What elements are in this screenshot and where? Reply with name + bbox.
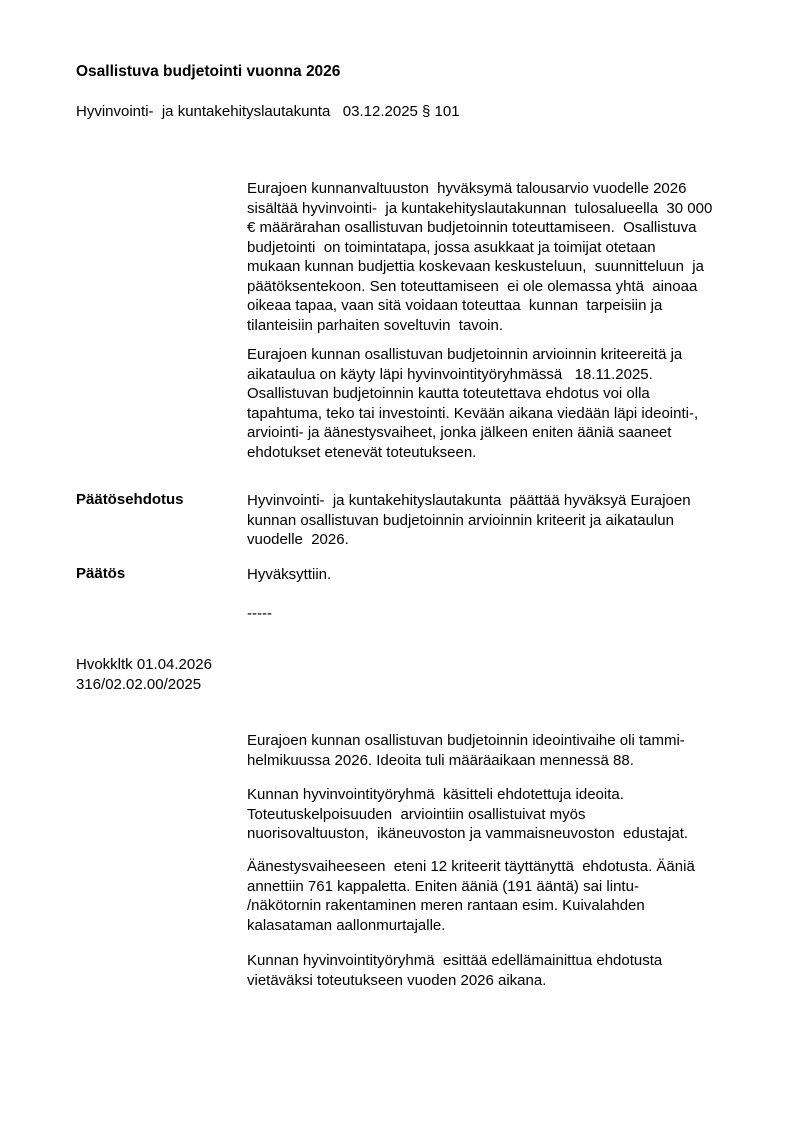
page-title: Osallistuva budjetointi vuonna 2026: [76, 63, 341, 80]
decision-text: Hyväksyttiin.: [247, 566, 332, 583]
text-line: helmikuussa 2026. Ideoita tuli määräaikaan mennessä 88.: [247, 751, 634, 769]
text-line: kunnan osallistuvan budjetoinnin arvioinnin kriteerit ja aikataulun: [247, 511, 674, 529]
text-line: ehdotukset etenevät toteutukseen.: [247, 443, 477, 461]
text-line: Eurajoen kunnanvaltuuston hyväksymä talousarvio vuodelle 2026: [247, 180, 687, 197]
text-line: aikataulua on käyty läpi hyvinvointityöryhmässä 18.11.2025.: [247, 365, 653, 383]
text-line: mukaan kunnan budjettia koskevaan keskusteluun, suunnitteluun ja: [247, 258, 704, 275]
followup-paragraph-2: [247, 785, 733, 844]
text-line: € määrärahan osallistuvan budjetoinnin toteuttamiseen. Osallistuva: [247, 219, 697, 236]
text-line: Kunnan hyvinvointityöryhmä käsitteli ehdotettuja ideoita.: [247, 786, 624, 803]
text-line: vietäväksi toteutukseen vuoden 2026 aikana.: [247, 971, 547, 989]
text-line: nuorisovaltuuston, ikäneuvoston ja vammaisneuvoston edustajat.: [247, 825, 689, 842]
text-line: sisältää hyvinvointi- ja kuntakehityslautakunnan tulosalueella 30 000: [247, 199, 713, 217]
text-line: Äänestysvaiheeseen eteni 12 kriteerit täyttänyttä ehdotusta. Ääniä: [247, 858, 695, 875]
text-line: päätöksentekoon. Sen toteuttamiseen ei ole olemassa yhtä ainoaa: [247, 277, 698, 295]
decision-proposal-text: [247, 491, 733, 550]
text-line: tapahtuma, teko tai investointi. Kevään aikana viedään läpi ideointi-,: [247, 404, 699, 422]
meeting-header: Hyvinvointi- ja kuntakehityslautakunta 03.12.2025 § 101: [76, 103, 460, 120]
text-line: tilanteisiin parhaiten soveltuvin tavoin.: [247, 316, 503, 334]
text-line: Eurajoen kunnan osallistuvan budjetoinnin ideointivaihe oli tammi-: [247, 732, 685, 749]
text-line: Kunnan hyvinvointityöryhmä esittää edellämainittua ehdotusta: [247, 952, 663, 969]
text-line: oikeaa tapaa, vaan sitä voidaan toteuttaa kunnan tarpeisiin ja: [247, 297, 663, 314]
text-line: arviointi- ja äänestysvaiheet, jonka jälkeen eniten ääniä saaneet: [247, 424, 672, 441]
followup-paragraph-4: [247, 951, 733, 990]
section-separator: -----: [247, 605, 272, 622]
text-line: vuodelle 2026.: [247, 531, 349, 548]
text-line: Toteutuskelpoisuuden arviointiin osallistuivat myös: [247, 805, 586, 823]
followup-meeting-line: Hvokkltk 01.04.2026: [76, 656, 212, 673]
text-line: annettiin 761 kappaletta. Eniten ääniä (191 ääntä) sai lintu-: [247, 877, 639, 895]
intro-paragraph-1: [247, 179, 733, 335]
decision-label: Päätös: [76, 565, 126, 582]
text-line: budjetointi on toimintatapa, jossa asukkaat ja toimijat otetaan: [247, 238, 656, 256]
decision-proposal-label: Päätösehdotus: [76, 491, 184, 508]
text-line: Osallistuvan budjetoinnin kautta toteutettava ehdotus voi olla: [247, 385, 650, 402]
followup-case-number: 316/02.02.00/2025: [76, 676, 202, 693]
text-line: Eurajoen kunnan osallistuvan budjetoinnin arvioinnin kriteereitä ja: [247, 346, 683, 363]
text-line: kalasataman aallonmurtajalle.: [247, 916, 446, 934]
followup-paragraph-3: [247, 857, 733, 935]
text-line: /näkötornin rakentaminen meren rantaan esim. Kuivalahden: [247, 897, 645, 914]
followup-paragraph-1: [247, 731, 733, 770]
text-line: Hyvinvointi- ja kuntakehityslautakunta päättää hyväksyä Eurajoen: [247, 492, 691, 509]
intro-paragraph-2: [247, 345, 733, 462]
